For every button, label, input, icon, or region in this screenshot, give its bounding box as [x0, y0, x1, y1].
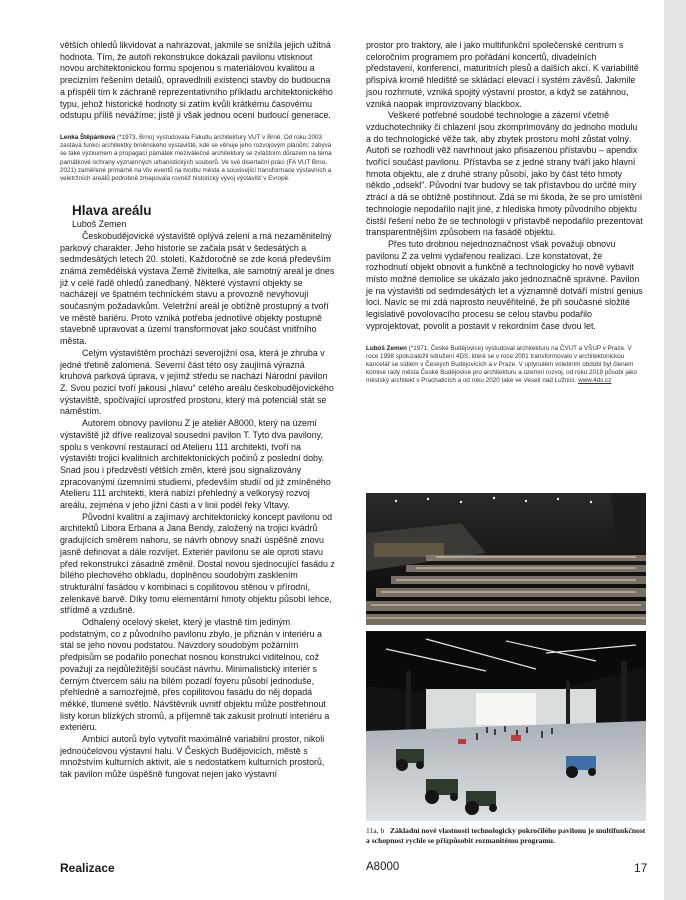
- body-paragraph: Celým výstavištěm prochází severojižní osa, která je zhruba v jedné třetině zalomená. Severní část této osy zaujímá výrazná kruhová parková úprava, v jejímž středu se nachází Národní pavilon Z. Svou pozicí tvoří jakousi „hlavu“ celého areálu českobudějovického výstaviště, spočívající uprostřed prostoru, který má potenciál stát se náměstím.: [60, 347, 334, 417]
- bio-text: (*1973, Brno) vystudovala Fakultu architektury VUT v Brně. Od roku 2003 zastává funkci architektky brněnského výstaviště, kde se věnuje jeho rozvojovým plánům; zabývá se také výzkumem a propagací památek meziválečné architektury se zvláštním důrazem na téma památkové ochrany významných urbanistických souborů. Ve své disertační práci (FA VUT Brno, 2021) zaměřené primárně na vliv eventů na tvorbu města a související transformace výstavních a veletržních areálů podrobně zmapovala rovněž historický vývoj výstavišť v Evropě.: [60, 133, 332, 182]
- body-paragraph: Přes tuto drobnou nejednoznačnost však považuji obnovu pavilonu Z za velmi vydařenou realizaci. Lze konstatovat, že rozhodnutí objekt obnovit a funkčně a technologicky ho nově vybavit místo možné demolice se ukázalo jako jednoznačně správné. Pavilon je na výstavišti od sedmdesátých let a významně dotváří místní genius loci. Navíc se mi zdá naprosto neuvěřitelné, že při současné složité legislativě povolovacího procesu se celou stavbu podařilo vyprojektovat, povolit a postavit v rekordním čase dvou let.: [366, 238, 643, 331]
- body-paragraph: Odhalený ocelový skelet, který je vlastně tím jediným podstatným, co z původního pavilonu zbylo, je přiznán v interiéru a stal se jeho novou podstatou. Navzdory soudobým požárním předpisům se podařilo ponechat nosnou konstrukci viditelnou, což považuji za nejdůležitější součást návrhu. Minimalistický interiér s černým čtvercem sálu na bílém pozadí foyeru působí jednoduše, přehledně a samozřejmě, přes copilitovou fasádu do něj dopadá měkké, tlumené světlo. Návštěvník uvnitř objektu může postřehnout listy korun blízkých stromů, a příjemně tak zakusit prolnutí interiéru a exteriéru.: [60, 617, 330, 733]
- footer-section: Realizace: [60, 861, 115, 875]
- section-title: Hlava areálu: [72, 203, 152, 219]
- section-author: Luboš Zemen: [72, 219, 127, 230]
- page-edge-strip: [664, 0, 686, 900]
- bio-link[interactable]: www.4ds.cz: [578, 377, 612, 385]
- bio-name: Lenka Štěpánková: [60, 133, 116, 141]
- photo-caption: [366, 826, 646, 845]
- caption-label: 11a, b: [366, 826, 385, 835]
- right-column: [366, 40, 643, 386]
- photo-concert-hall: [366, 493, 646, 625]
- footer-magazine: A8000: [366, 861, 400, 873]
- bio-name: Luboš Zemen: [366, 344, 407, 352]
- page-number: 17: [634, 861, 648, 875]
- left-column: [60, 40, 337, 781]
- body-paragraph: Ambicí autorů bylo vytvořit maximálně variabilní prostor, nikoli jednoúčelovou výstavní halu. V Českých Budějovicích, městě s množstvím kulturních aktivit, ale s nedostatkem kulturních prostorů, tak pavilon může úspěšně fungovat nejen jako výstavní: [60, 734, 325, 780]
- author-bio-zemen: [366, 345, 643, 386]
- bio-text: (*1971, České Budějovice) vystudoval architekturu na ČVUT a VŠUP v Praze. V roce 1998 spoluzaložil sdružení 4DS, které se v roce 2001 transformovalo v architektonickou kancelář se sídlem v Českých Budějovicích a v Praze. V uplynulém volebním období byl členem komise rady města České Budějovice pro architekturu a územní rozvoj, od roku 2019 působí jako městský architekt v Prachaticích a od roku 2020 také ve Veselí nad Lužnicí.: [366, 344, 637, 385]
- author-bio-stepankova: [60, 134, 337, 183]
- caption-text: Základní nové vlastnosti technologicky pokročilého pavilonu je multifunkčnost a schopnost rychle se přizpůsobit rozmanitému programu.: [366, 826, 646, 845]
- photo-exhibition-hall: [366, 631, 646, 821]
- body-paragraph: Původní kvalitní a zajímavý architektonický koncept pavilonu od architektů Libora Erbana a Jana Bendy, založený na trojici kvádrů gradujících směrem nahoru, se návrh obnovy snaží úspěšně znovu jasně definovat a dále rozvíjet. Exteriér pavilonu se ale oproti stavu před rekonstrukcí zásadně změnil. Dostal novou sjednocující fasádu z bílého plechového obkladu, doplněnou soudobým zasklením strukturální fasádou v kombinaci s copilitovou stěnou v přírodní, zelenkavé barvě. Díky tomu elementární hmoty objektu působí lehce, střídmě a vzdušně.: [60, 511, 335, 616]
- intro-paragraph: větších ohledů likvidovat a nahrazovat, jakmile se snížila jejich užitná hodnota. Tím, že autoři rekonstrukce dokázali pavilonu vtisknout novou architektonickou formu spojenou s materiálovou kvalitou a precizním řešením detailů, opravedlnili existenci stavby do budoucna a přispěli tím k záchraně reprezentativního příkladu architektonického typu, jehož historické hodnoty si zatím kvůli krátkému časovému odstupu příliš nevážíme; jistě ji však jednou ocení budoucí generace.: [60, 40, 333, 121]
- body-paragraph: prostor pro traktory, ale i jako multifunkční společenské centrum s celoročním programem pro pořádání koncertů, divadelních představení, konferencí, maturitních plesů a dalších akcí. K variabilitě přispívá kromě hlediště se skládací elevací i systém závěsů. Jakmile jsou rozhrnuté, vzniká spojitý výstavní prostor, a když se zatáhnou, vzniká naopak improvizovaný blackbox.: [366, 40, 639, 109]
- body-paragraph: Českobudějovické výstaviště oplývá zelení a má nezaměnitelný parkový charakter. Jeho historie se začala psát v šedesátých a sedmdesátých letech 20. století. Každoročně se zde koná především známá zemědělská výstava Země živitelka, ale samotný areál je dnes již v celé řadě ohledů zanedbaný. Některé výstavní objekty se nacházejí ve špatném technickém stavu a provozně nevyhovují současným požadavkům. Veletržní areál je obtížně prostupný a tvoří ve městě bariéru. Proto vzniká potřeba jednotlivé objekty postupně stavebně upravovat a území transformovat jako součást vnitřního města.: [60, 230, 335, 347]
- body-paragraph: Autorem obnovy pavilonu Z je ateliér A8000, který na území výstaviště již dříve realizoval sousední pavilon T. Tyto dva pavilony, spolu s venkovní restaurací od Atelieru 111 architekti, tvoří na výstavišti trojici kvalitních architektonických počinů z poslední doby. Snad jsou i předzvěstí větších změn, které jsou signalizovány zpracovanými územními studiemi, především studií od již zmíněného Atelieru 111 architekti, která nabízí přehledný a velkorysý rozvoj areálu, zejména v jeho jižní části a v linii podél řeky Vltavy.: [60, 418, 331, 511]
- body-paragraph: Veškeré potřebné soudobé technologie a zázemí včetně vzduchotechniky či chlazení jsou zkomprimovány do jednoho modulu a do technologické věže tak, aby zbytek prostoru mohl zůstat volný. Autoři se rozhodli věž navrhnout jako přisazenou přístavbu – apendix tvořící součást pavilonu. Přístavba se z jedné strany tváří jako hlavní hmota objektu, ale z druhé strany působí, jako by část této hmoty někdo „odsekl“. Původní tvar budovy se tak přístavbou do určité míry ztrácí a dá se obtížně postihnout. Zdá se mi škoda, že se pro umístění technologie nepodařilo najít jiné, z hlediska hmoty původního objektu čistší řešení nebo že se technologii v přístavbě nepodařilo prezentovat transparentnějším způsobem na fasádě objektu.: [366, 110, 643, 238]
